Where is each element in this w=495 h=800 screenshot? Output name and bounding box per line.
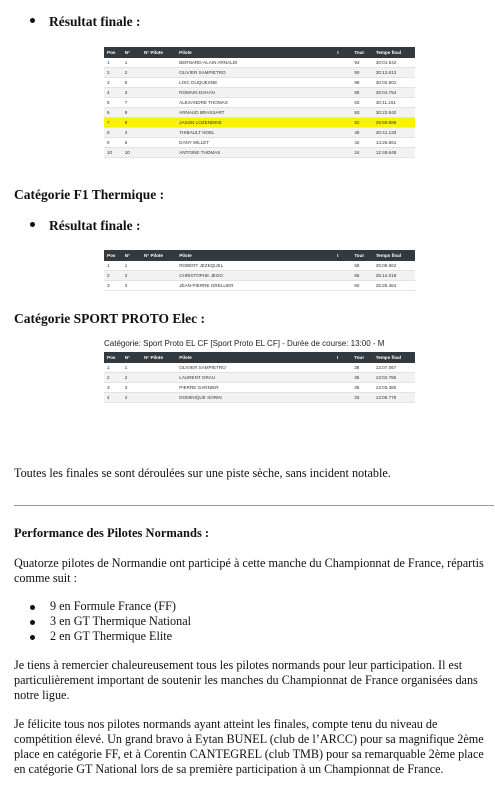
cell-pilot: BERNARD-ALAIN ARNALDI	[176, 58, 334, 68]
cell-pos: 1	[104, 58, 122, 68]
cell-tour: 36	[351, 373, 373, 383]
column-header: Pilote	[176, 47, 334, 58]
cell-num: 8	[122, 118, 141, 128]
thanks-paragraph: Je tiens à remercier chaleureusement tous les pilotes normands pour leur participation. Il est particulièrement important de soutenir les manches du Championnat de France organisées dans notre ligue.	[14, 658, 478, 702]
congrats-paragraph: Je félicite tous nos pilotes normands ayant atteint les finales, compte tenu du niveau de compétition élevé. Un grand bravo à Eytan BUNEL (club de l’ARCC) pour sa magnifique 2ème place en catégorie FF, et à Corentin CANTEGREL (club TMB) pour sa remarquable 2ème place en catégorie GT National lors de sa première participation à un Championnat de France.	[14, 717, 484, 776]
cell-time: 30:01.542	[373, 58, 415, 68]
cell-i	[334, 363, 351, 373]
cell-num: 1	[122, 363, 141, 373]
cell-pilot-num	[141, 108, 176, 118]
table-row	[104, 373, 415, 383]
perf-intro: Quatorze pilotes de Normandie ont participé à cette manche du Championnat de France, répartis comme suit :	[14, 556, 484, 585]
results-table-sport-proto	[104, 352, 415, 403]
cell-pilot: ROMAIN DAHAN	[176, 88, 334, 98]
cell-tour: 90	[351, 68, 373, 78]
cell-pilot: CHRISTOPHE JEGO	[176, 271, 334, 281]
perf-list	[30, 599, 191, 644]
cell-tour: 82	[351, 118, 373, 128]
cell-pilot-num	[141, 393, 176, 403]
cell-num: 2	[122, 373, 141, 383]
cell-pilot: PIERRE GARNIER	[176, 383, 334, 393]
column-header: N° Pilote	[141, 47, 176, 58]
cell-pilot-num	[141, 98, 176, 108]
category-sport-heading: Catégorie SPORT PROTO Elec :	[14, 311, 206, 326]
cell-pilot: JEAN-PIERRE GRELLIER	[176, 281, 334, 291]
cell-pos: 5	[104, 98, 122, 108]
column-header: Pos	[104, 250, 122, 261]
cell-time: 30:02.801	[373, 78, 415, 88]
cell-i	[334, 78, 351, 88]
column-header: N° Pilote	[141, 250, 176, 261]
cell-pilot-num	[141, 138, 176, 148]
cell-pilot: ALEXANDRE THOMAS	[176, 98, 334, 108]
table-row	[104, 281, 415, 291]
result-final-heading-1: Résultat finale :	[30, 14, 141, 30]
cell-tour: 68	[351, 261, 373, 271]
cell-num: 4	[122, 393, 141, 403]
column-header: Tour	[351, 47, 373, 58]
cell-pilot: JASON LOZENDEIE	[176, 118, 334, 128]
cell-tour: 83	[351, 108, 373, 118]
table-row	[104, 68, 415, 78]
cell-num: 1	[122, 261, 141, 271]
cell-time: 13:03.360	[373, 383, 415, 393]
table-row	[104, 118, 415, 128]
table-row	[104, 138, 415, 148]
table-row	[104, 363, 415, 373]
cell-num: 9	[122, 108, 141, 118]
cell-pos: 6	[104, 108, 122, 118]
cell-tour: 48	[351, 128, 373, 138]
cell-tour: 93	[351, 58, 373, 68]
table-row	[104, 98, 415, 108]
table-header-row	[104, 47, 415, 58]
cell-pilot-num	[141, 148, 176, 158]
cell-pilot: OLIVIER SAMPIETRO	[176, 68, 334, 78]
cell-i	[334, 88, 351, 98]
cell-pos: 2	[104, 373, 122, 383]
cell-pos: 3	[104, 281, 122, 291]
category-f1-heading: Catégorie F1 Thermique :	[14, 187, 165, 202]
cell-time: 13:02.786	[373, 373, 415, 383]
results-table-f1	[104, 250, 415, 291]
column-header: Temps final	[373, 352, 415, 363]
cell-num: 3	[122, 281, 141, 291]
cell-pilot-num	[141, 271, 176, 281]
divider	[14, 505, 494, 506]
column-header: N°	[122, 250, 141, 261]
cell-num: 5	[122, 78, 141, 88]
cell-pilot-num	[141, 281, 176, 291]
cell-pos: 9	[104, 138, 122, 148]
column-header: Tour	[351, 352, 373, 363]
table-row	[104, 261, 415, 271]
column-header: Tour	[351, 250, 373, 261]
cell-i	[334, 98, 351, 108]
bullet-icon	[30, 18, 35, 23]
cell-i	[334, 373, 351, 383]
cell-tour: 42	[351, 138, 373, 148]
cell-pos: 10	[104, 148, 122, 158]
cell-pos: 1	[104, 363, 122, 373]
cell-time: 30:13.613	[373, 68, 415, 78]
column-header: Pilote	[176, 250, 334, 261]
cell-pilot: OLIVIER SAMPIETRO	[176, 363, 334, 373]
table-row	[104, 58, 415, 68]
list-item: 9 en Formule France (FF)	[30, 599, 191, 614]
table-header-row	[104, 352, 415, 363]
cell-pos: 1	[104, 261, 122, 271]
cell-time: 30:04.754	[373, 88, 415, 98]
cell-pilot-num	[141, 383, 176, 393]
cell-tour: 66	[351, 271, 373, 281]
cell-time: 30:22.842	[373, 108, 415, 118]
cell-num: 3	[122, 383, 141, 393]
table-row	[104, 78, 415, 88]
cell-pilot-num	[141, 261, 176, 271]
table-row	[104, 383, 415, 393]
table-row	[104, 108, 415, 118]
cell-i	[334, 138, 351, 148]
column-header: Temps final	[373, 250, 415, 261]
cell-time: 25:14.018	[373, 271, 415, 281]
cell-num: 6	[122, 138, 141, 148]
cell-pilot-num	[141, 118, 176, 128]
cell-num: 10	[122, 148, 141, 158]
cell-tour: 35	[351, 383, 373, 393]
column-header: N° Pilote	[141, 352, 176, 363]
cell-time: 20:41.133	[373, 128, 415, 138]
column-header: Temps final	[373, 47, 415, 58]
cell-pos: 3	[104, 78, 122, 88]
cell-pos: 4	[104, 393, 122, 403]
column-header: Pos	[104, 47, 122, 58]
cell-i	[334, 281, 351, 291]
cell-i	[334, 118, 351, 128]
table-row	[104, 88, 415, 98]
table-row	[104, 271, 415, 281]
table-caption: Catégorie: Sport Proto EL CF [Sport Proto EL CF] - Durée de course: 13:00 - M	[104, 339, 385, 348]
cell-num: 3	[122, 88, 141, 98]
bullet-icon	[30, 222, 35, 227]
cell-time: 13:07.067	[373, 363, 415, 373]
cell-tour: 33	[351, 393, 373, 403]
cell-pilot-num	[141, 373, 176, 383]
cell-pilot-num	[141, 78, 176, 88]
cell-i	[334, 68, 351, 78]
cell-i	[334, 383, 351, 393]
cell-pos: 2	[104, 68, 122, 78]
cell-pilot: ROBERT JEZEQUEL	[176, 261, 334, 271]
cell-pilot: LOIC DUQUESNE	[176, 78, 334, 88]
table-row	[104, 128, 415, 138]
cell-i	[334, 108, 351, 118]
cell-num: 4	[122, 128, 141, 138]
cell-pos: 2	[104, 271, 122, 281]
cell-time: 25:06.662	[373, 261, 415, 271]
cell-pilot-num	[141, 363, 176, 373]
cell-i	[334, 261, 351, 271]
cell-pilot: DOMINIQUE SORIN	[176, 393, 334, 403]
cell-tour: 88	[351, 78, 373, 88]
column-header: Pos	[104, 352, 122, 363]
bullet-icon	[30, 620, 35, 625]
cell-pilot: THIBAULT NOEL	[176, 128, 334, 138]
cell-i	[334, 271, 351, 281]
cell-tour: 24	[351, 148, 373, 158]
cell-pilot: ANTOINE THOMAS	[176, 148, 334, 158]
perf-title: Performance des Pilotes Normands :	[14, 526, 210, 540]
cell-i	[334, 148, 351, 158]
cell-pilot: DANY MILLET	[176, 138, 334, 148]
cell-time: 30:11.161	[373, 98, 415, 108]
bullet-icon	[30, 635, 35, 640]
table-row	[104, 393, 415, 403]
cell-i	[334, 393, 351, 403]
cell-i	[334, 128, 351, 138]
table-header-row	[104, 250, 415, 261]
bullet-icon	[30, 605, 35, 610]
cell-pilot: ARNAUD BRASSART	[176, 108, 334, 118]
cell-time: 13:06.779	[373, 393, 415, 403]
cell-i	[334, 58, 351, 68]
cell-time: 29:59.886	[373, 118, 415, 128]
cell-pos: 8	[104, 128, 122, 138]
result-final-heading-2: Résultat finale :	[30, 218, 141, 234]
column-header: N°	[122, 47, 141, 58]
cell-pilot-num	[141, 58, 176, 68]
cell-tour: 83	[351, 98, 373, 108]
cell-pos: 4	[104, 88, 122, 98]
list-item: 3 en GT Thermique National	[30, 614, 191, 629]
cell-num: 7	[122, 98, 141, 108]
cell-time: 12:49.648	[373, 148, 415, 158]
cell-num: 2	[122, 68, 141, 78]
cell-num: 2	[122, 271, 141, 281]
cell-num: 1	[122, 58, 141, 68]
cell-pilot-num	[141, 88, 176, 98]
results-table-ff	[104, 47, 415, 158]
cell-time: 25:25.464	[373, 281, 415, 291]
cell-pos: 7	[104, 118, 122, 128]
cell-tour: 38	[351, 363, 373, 373]
column-header: I	[334, 250, 351, 261]
column-header: Pilote	[176, 352, 334, 363]
list-item: 2 en GT Thermique Elite	[30, 629, 191, 644]
finales-note: Toutes les finales se sont déroulées sur une piste sèche, sans incident notable.	[14, 466, 391, 480]
cell-pilot-num	[141, 68, 176, 78]
cell-time: 14:28.561	[373, 138, 415, 148]
cell-tour: 88	[351, 88, 373, 98]
column-header: I	[334, 352, 351, 363]
cell-tour: 60	[351, 281, 373, 291]
cell-pilot: LAURENT GRAU	[176, 373, 334, 383]
column-header: N°	[122, 352, 141, 363]
table-row	[104, 148, 415, 158]
cell-pilot-num	[141, 128, 176, 138]
cell-pos: 3	[104, 383, 122, 393]
column-header: I	[334, 47, 351, 58]
